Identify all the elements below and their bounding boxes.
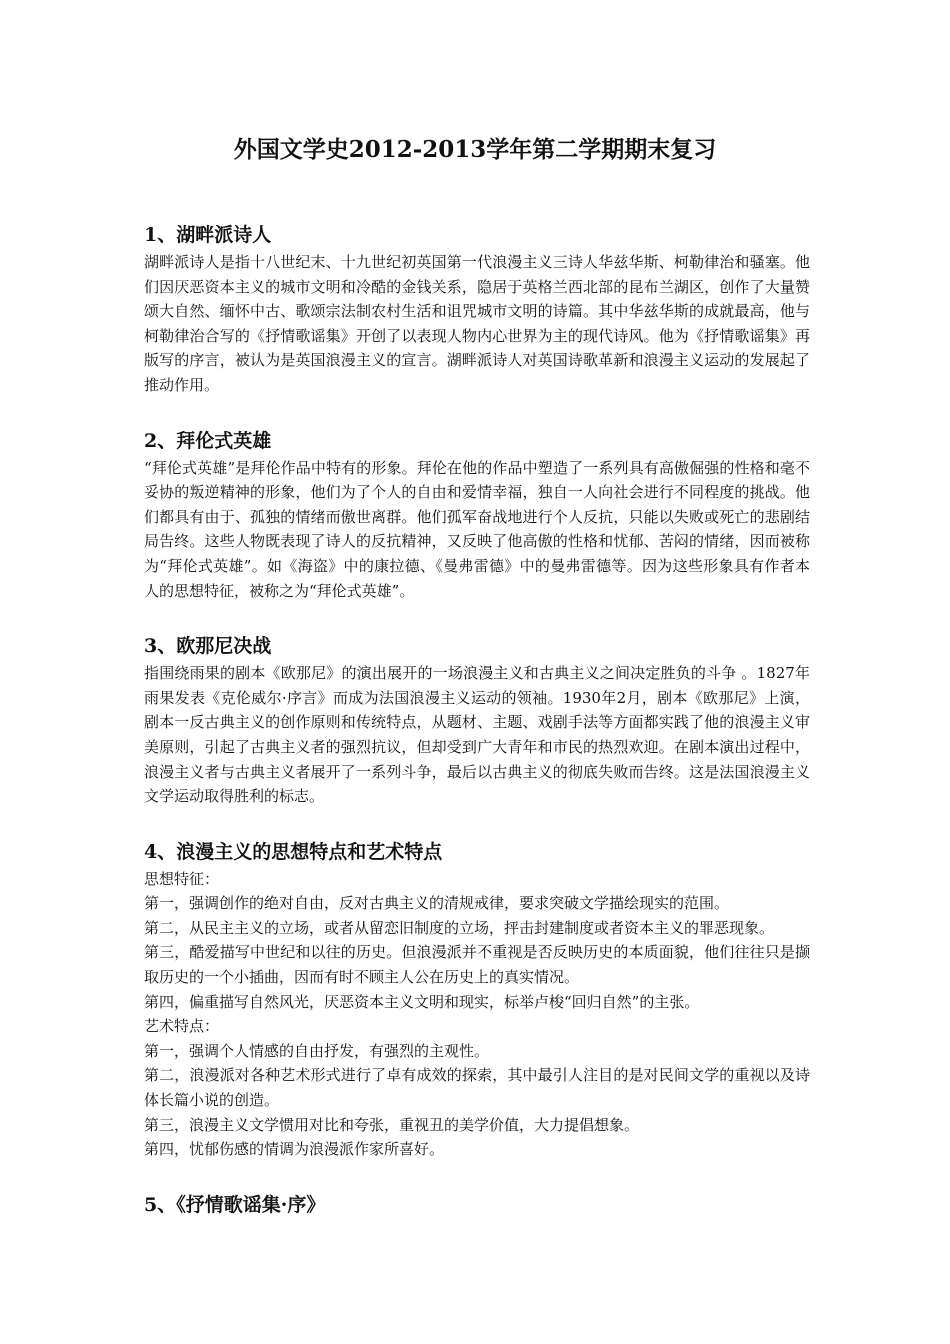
section-lyrical-ballads-preface bbox=[144, 1190, 810, 1220]
paragraph: 第四，忧郁伤感的情调为浪漫派作家所喜好。 bbox=[144, 1140, 445, 1159]
section-heading: 5、《抒情歌谣集·序》 bbox=[144, 1193, 326, 1216]
paragraph: 湖畔派诗人是指十八世纪末、十九世纪初英国第一代浪漫主义三诗人华兹华斯、柯勒律治和骚塞。他们因厌恶资本主义的城市文明和冷酷的金钱关系，隐居于英格兰西北部的昆布兰湖区，创作了大量赞颂大自然、缅怀中古、歌颂宗法制农村生活和诅咒城市文明的诗篇。其中华兹华斯的成就最高，他与柯勒律治合写的《抒情歌谣集》开创了以表现人物内心世界为主的现代诗风。他为《抒情歌谣集》再版写的序言，被认为是英国浪漫主义的宣言。湖畔派诗人对英国诗歌革新和浪漫主义运动的发展起了推动作用。 bbox=[144, 253, 810, 394]
paragraph: 指围绕雨果的剧本《欧那尼》的演出展开的一场浪漫主义和古典主义之间决定胜负的斗争 。1827年雨果发表《克伦威尔·序言》而成为法国浪漫主义运动的领袖。1930年2月，剧本《欧那尼》上演，剧本一反古典主义的创作原则和传统特点，从题材、主题、戏剧手法等方面都实践了他的浪漫主义审美原则，引起了古典主义者的强烈抗议，但却受到广大青年和市民的热烈欢迎。在剧本演出过程中，浪漫主义者与古典主义者展开了一系列斗争，最后以古典主义的彻底失败而告终。这是法国浪漫主义文学运动取得胜利的标志。 bbox=[144, 664, 810, 806]
paragraph: 思想特征： bbox=[144, 869, 220, 888]
paragraph: 第三，酷爱描写中世纪和以往的历史。但浪漫派并不重视是否反映历史的本质面貌，他们往往只是撷取历史的一个小插曲，因而有时不顾主人公在历史上的真实情况。 bbox=[144, 943, 810, 987]
section-lake-poets bbox=[144, 220, 810, 398]
section-romanticism-features bbox=[144, 837, 810, 1162]
paragraph: 第三，浪漫主义文学惯用对比和夸张，重视丑的美学价值，大力提倡想象。 bbox=[144, 1115, 640, 1134]
section-heading: 2、拜伦式英雄 bbox=[144, 429, 272, 452]
paragraph: 艺术特点： bbox=[144, 1017, 220, 1036]
document-body bbox=[144, 220, 810, 1248]
section-byronic-hero bbox=[144, 426, 810, 604]
document-title: 外国文学史2012-2013学年第二学期期末复习 bbox=[233, 136, 717, 163]
paragraph: “拜伦式英雄”是拜伦作品中特有的形象。拜伦在他的作品中塑造了一系列具有高傲倔强的性格和毫不妥协的叛逆精神的形象，他们为了个人的自由和爱情幸福，独自一人向社会进行不同程度的挑战。他们都具有由于、孤独的情绪而傲世离群。他们孤军奋战地进行个人反抗，只能以失败或死亡的悲剧结局告终。这些人物既表现了诗人的反抗精神，又反映了他高傲的性格和忧郁、苦闷的情绪，因而被称为“拜伦式英雄”。如《海盗》中的康拉德、《曼弗雷德》中的曼弗雷德等。因为这些形象具有作者本人的思想特征，被称之为“拜伦式英雄”。 bbox=[144, 458, 810, 600]
section-heading: 3、欧那尼决战 bbox=[144, 635, 272, 658]
paragraph: 第一，强调创作的绝对自由，反对古典主义的清规戒律，要求突破文学描绘现实的范围。 bbox=[144, 894, 730, 913]
section-heading: 4、浪漫主义的思想特点和艺术特点 bbox=[144, 840, 443, 863]
section-hernani-battle bbox=[144, 631, 810, 809]
section-heading: 1、湖畔派诗人 bbox=[144, 224, 272, 246]
paragraph: 第四，偏重描写自然风光，厌恶资本主义文明和现实，标举卢梭“回归自然”的主张。 bbox=[144, 992, 700, 1011]
paragraph: 第二，从民主主义的立场，或者从留恋旧制度的立场，抨击封建制度或者资本主义的罪恶现象。 bbox=[144, 918, 775, 937]
paragraph: 第一，强调个人情感的自由抒发，有强烈的主观性。 bbox=[144, 1041, 490, 1060]
paragraph: 第二，浪漫派对各种艺术形式进行了卓有成效的探索，其中最引人注目的是对民间文学的重视以及诗体长篇小说的创造。 bbox=[144, 1066, 810, 1110]
